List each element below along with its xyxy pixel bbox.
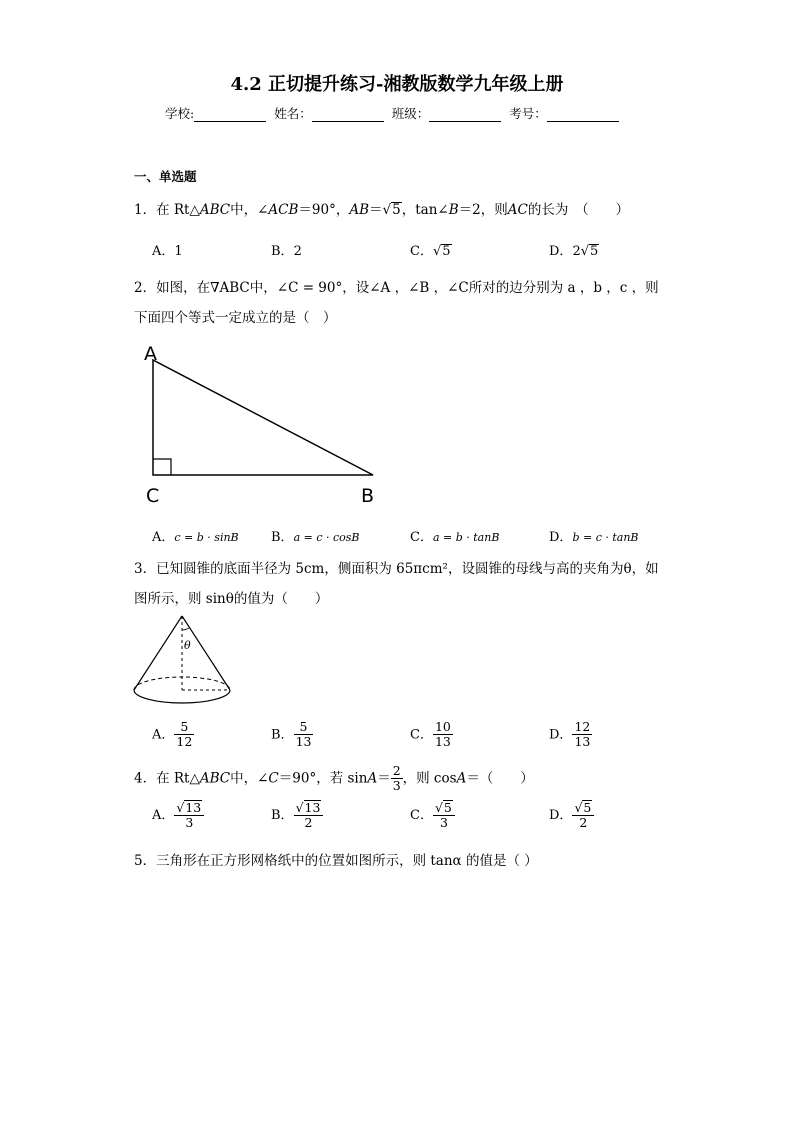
exam-no-label: 考号： bbox=[509, 106, 547, 121]
q2-option-c[interactable]: C．a = b · tanB bbox=[410, 530, 500, 545]
name-label: 姓名： bbox=[274, 106, 312, 121]
cone-base-front bbox=[134, 690, 230, 703]
class-label: 班级： bbox=[391, 106, 430, 121]
right-triangle-figure bbox=[140, 340, 390, 510]
name-blank[interactable] bbox=[312, 109, 384, 122]
cone-figure bbox=[128, 612, 238, 716]
question-5: 5．三角形在正方形网格纸中的位置如图所示，则 tanα 的值是（ ） bbox=[134, 853, 538, 869]
question-2-line-1: 2．如图，在∇ABC中，∠C = 90°，设∠A ，∠B ，∠C所对的边分别为 a ，b ，c ，则 bbox=[134, 280, 659, 296]
question-1: 1．在 Rt△ABC中，∠ACB＝90°，AB＝√5，tan∠B＝2，则AC的长为 （ ） bbox=[134, 202, 630, 218]
school-blank[interactable] bbox=[194, 109, 266, 122]
q4-option-a[interactable]: A． $\frac{√13}{3}$ bbox=[152, 800, 204, 831]
q1-option-b[interactable]: B．2 bbox=[271, 244, 302, 259]
q1-option-a[interactable]: A．1 bbox=[152, 244, 183, 259]
q4-option-c[interactable]: C． $\frac{√5}{3}$ bbox=[410, 800, 455, 831]
theta-label: θ bbox=[184, 639, 191, 652]
exam-no-blank[interactable] bbox=[547, 109, 619, 122]
q1-option-d[interactable]: D．2√5 bbox=[549, 244, 599, 259]
school-label: 学校: bbox=[165, 106, 195, 121]
vertex-a-label: A bbox=[144, 343, 157, 365]
question-3-line-1: 3．已知圆锥的底面半径为 5cm，侧面积为 65πcm²，设圆锥的母线与高的夹角为θ，如 bbox=[134, 561, 659, 577]
q3-option-a[interactable]: A． $\frac{5}{12}$ bbox=[152, 719, 193, 750]
q4-option-b[interactable]: B． $\frac{√13}{2}$ bbox=[271, 800, 323, 831]
page-title: 4.2 正切提升练习-湘教版数学九年级上册 bbox=[230, 74, 564, 95]
question-2-line-2: 下面四个等式一定成立的是（ ） bbox=[134, 310, 337, 326]
q2-option-d[interactable]: D．b = c · tanB bbox=[549, 530, 639, 545]
class-blank[interactable] bbox=[429, 109, 501, 122]
q4-option-d[interactable]: D． $\frac{√5}{2}$ bbox=[549, 800, 594, 831]
q3-option-c[interactable]: C． $\frac{10}{13}$ bbox=[410, 719, 451, 750]
question-4: 4．在 Rt△ABC中，∠C＝90°，若 sinA＝ $\frac{2}{3}$ ，则 cosA＝（ ） bbox=[134, 763, 534, 794]
question-3-line-2: 图所示，则 sinθ的值为（ ） bbox=[134, 591, 329, 607]
right-angle-mark bbox=[153, 459, 171, 475]
q3-option-b[interactable]: B． $\frac{5}{13}$ bbox=[271, 719, 312, 750]
cone-right-edge bbox=[182, 616, 230, 690]
student-info-line bbox=[165, 104, 623, 122]
q2-option-b[interactable]: B．a = c · cosB bbox=[271, 530, 360, 545]
q1-option-c[interactable]: C．√5 bbox=[410, 244, 451, 259]
vertex-b-label: B bbox=[361, 485, 375, 507]
theta-arc bbox=[182, 628, 189, 630]
section-title: 一、单选题 bbox=[134, 169, 197, 184]
q2-option-a[interactable]: A．c = b · sinB bbox=[152, 530, 239, 545]
vertex-c-label: C bbox=[146, 485, 160, 507]
triangle-abc bbox=[153, 360, 373, 475]
q3-option-d[interactable]: D． $\frac{12}{13}$ bbox=[549, 719, 591, 750]
